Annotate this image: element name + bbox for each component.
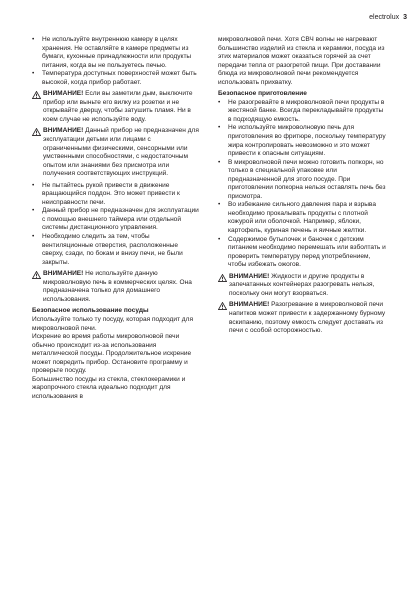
- list-item: • Не пытайтесь рукой привести в движение вращающийся поддон. Это может привести к неисправности печи.: [32, 182, 200, 208]
- warning-text: Данный прибор не предназначен для эксплуатации детьми или лицами с ограниченными физическими, сенсорными или умственными способностями, с недостаточным опытом или знаниями без присмотра или получения соответствующих инструкций.: [43, 127, 199, 178]
- left-bullet-list-2: [32, 182, 200, 267]
- warning-block: [32, 90, 200, 124]
- section-title: Безопасное использование посуды: [32, 307, 149, 315]
- warning-text: Если вы заметили дым, выключите прибор или выньте его вилку из розетки и не открывайте дверцу, чтобы затушить пламя. Ни в коем случае не используйте воду.: [43, 90, 193, 123]
- right-bullet-list: [218, 99, 388, 270]
- warning-triangle-icon: [218, 274, 227, 282]
- list-item: • Необходимо следить за тем, чтобы вентиляционные отверстия, расположенные сверху, сзади, по бокам и внизу печи, не были закрыты.: [32, 233, 200, 267]
- paragraph: Используйте только ту посуду, которая подходит для микроволновой печи.: [32, 315, 193, 332]
- paragraph: Искрение во время работы микроволновой печи обычно происходит из-за использования металлической посуды. Продолжительное искрение может повредить прибор. Остановите программу и проверьте посуду.: [32, 333, 192, 375]
- warning-block: [32, 127, 200, 178]
- warning-block: [32, 270, 200, 304]
- list-item: • Не используйте внутреннюю камеру в целях хранения. Не оставляйте в камере предметы из бумаги, кухонные принадлежности или продукты питания, когда вы не пользуетесь печью.: [32, 36, 200, 70]
- brand-name: electrolux: [369, 14, 400, 21]
- warning-triangle-icon: [32, 128, 41, 136]
- page-header: [369, 14, 407, 21]
- warning-title: ВНИМАНИЕ!: [229, 301, 270, 309]
- warning-text: Не используйте данную микроволновую печь в коммерческих целях. Она предназначена только для домашнего использования.: [43, 270, 192, 303]
- warning-block: [218, 273, 388, 299]
- warning-text: Разогревание в микроволновой печи напитков может привести к задержанному бурному вскипанию, поэтому емкость следует доставать из печи с особой осторожностью.: [229, 301, 386, 335]
- list-item: • Данный прибор не предназначен для эксплуатации с помощью внешнего таймера или отдельной системы дистанционного управления.: [32, 207, 200, 233]
- warning-triangle-icon: [32, 271, 41, 279]
- warning-triangle-icon: [218, 302, 227, 310]
- paragraph: микроволновой печи. Хотя СВЧ волны не нагревают большинство изделий из стекла и керамики, посуда из этих материалов может оказаться горячей за счет передачи тепла от разогретой пищи. При доставании блюда из микроволновой печи рекомендуется использовать прихватку.: [218, 36, 385, 86]
- list-item: • Температура доступных поверхностей может быть высокой, когда прибор работает.: [32, 70, 200, 87]
- warning-block: [218, 301, 388, 335]
- section-title: Безопасное приготовление: [218, 90, 307, 98]
- list-item: • Во избежание сильного давления пара и взрыва необходимо прокалывать продукты с плотной кожурой или оболочкой. Например, яблоки, картофель, куриная печень и яичные желтки.: [218, 201, 388, 235]
- left-bullet-list-1: [32, 36, 200, 87]
- warning-title: ВНИМАНИЕ!: [43, 127, 84, 135]
- paragraph: Большинство посуды из стекла, стеклокерамики и жаропрочного стекла идеально подходит для использования в: [32, 375, 186, 400]
- list-item: • В микроволновой печи можно готовить попкорн, но только в специальной упаковке или предназначенной для этого посуде. При приготовлении попкорна нельзя оставлять печь без присмотра.: [218, 159, 388, 202]
- warning-title: ВНИМАНИЕ!: [43, 270, 84, 278]
- list-item: • Не используйте микроволновую печь для приготовления во фритюре, поскольку температуру жира контролировать невозможно и это может привести к опасным ситуациям.: [218, 124, 388, 158]
- list-item: • Содержимое бутылочек и баночек с детским питанием необходимо перемешать или взболтать и проверить температуру перед употреблением, чтобы избежать ожогов.: [218, 236, 388, 270]
- warning-text: Жидкости и другие продукты в запечатанных контейнерах разогревать нельзя, поскольку они могут взорваться.: [229, 272, 375, 297]
- warning-title: ВНИМАНИЕ!: [229, 272, 270, 280]
- list-item: • Не разогревайте в микроволновой печи продукты в жестяной банке. Всегда перекладывайте продукты в подходящую емкость.: [218, 99, 388, 125]
- warning-title: ВНИМАНИЕ!: [43, 90, 84, 98]
- left-column: [32, 36, 200, 401]
- page-number: 3: [403, 14, 407, 21]
- right-column: [218, 36, 388, 336]
- warning-triangle-icon: [32, 91, 41, 99]
